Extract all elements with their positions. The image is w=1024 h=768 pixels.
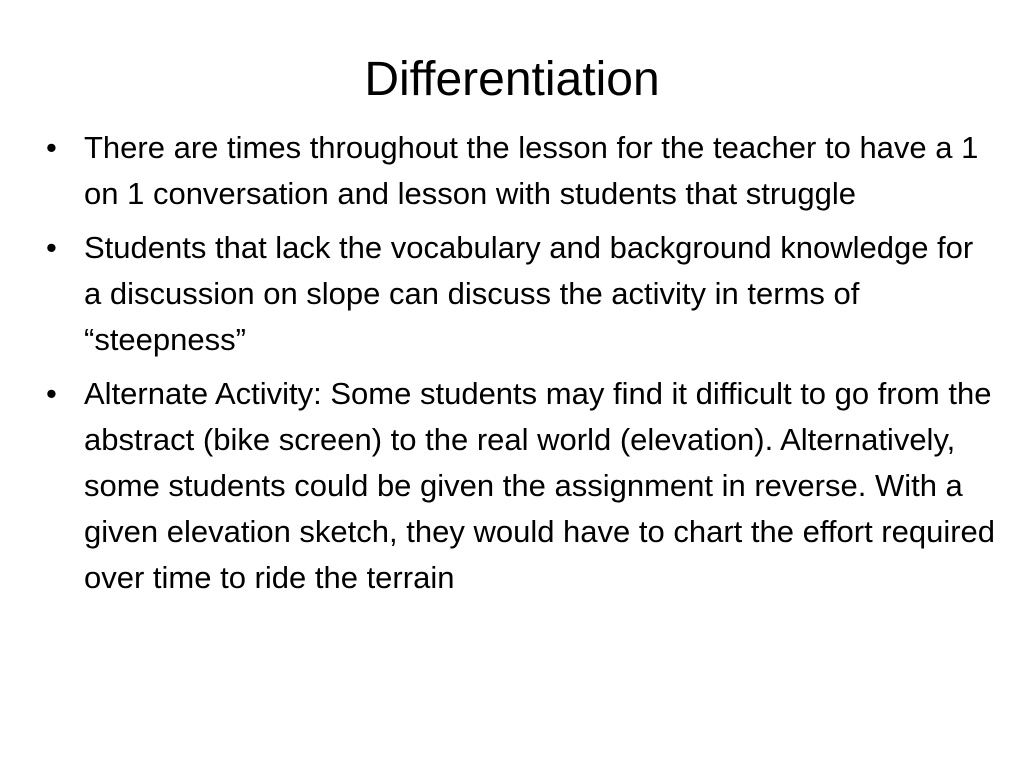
bullet-list [46,125,996,609]
bullet-item [46,125,996,217]
bullet-text: There are times throughout the lesson for the teacher to have a 1 on 1 conversation and lesson with students that struggle [84,130,979,211]
slide-title: Differentiation [364,53,660,106]
bullet-item [46,371,996,601]
bullet-text: Alternate Activity: Some students may find it difficult to go from the abstract (bike screen) to the real world (elevation). Alternatively, some students could be given the assignment in reverse. With a given elevation sketch, they would have to chart the effort required over time to ride the terrain [84,376,996,595]
bullet-text: Students that lack the vocabulary and background knowledge for a discussion on slope can discuss the activity in terms of “steepness” [84,230,974,357]
bullet-dot-icon: • [46,376,57,411]
bullet-item [46,225,996,363]
bullet-dot-icon: • [46,130,57,165]
bullet-dot-icon: • [46,230,57,265]
